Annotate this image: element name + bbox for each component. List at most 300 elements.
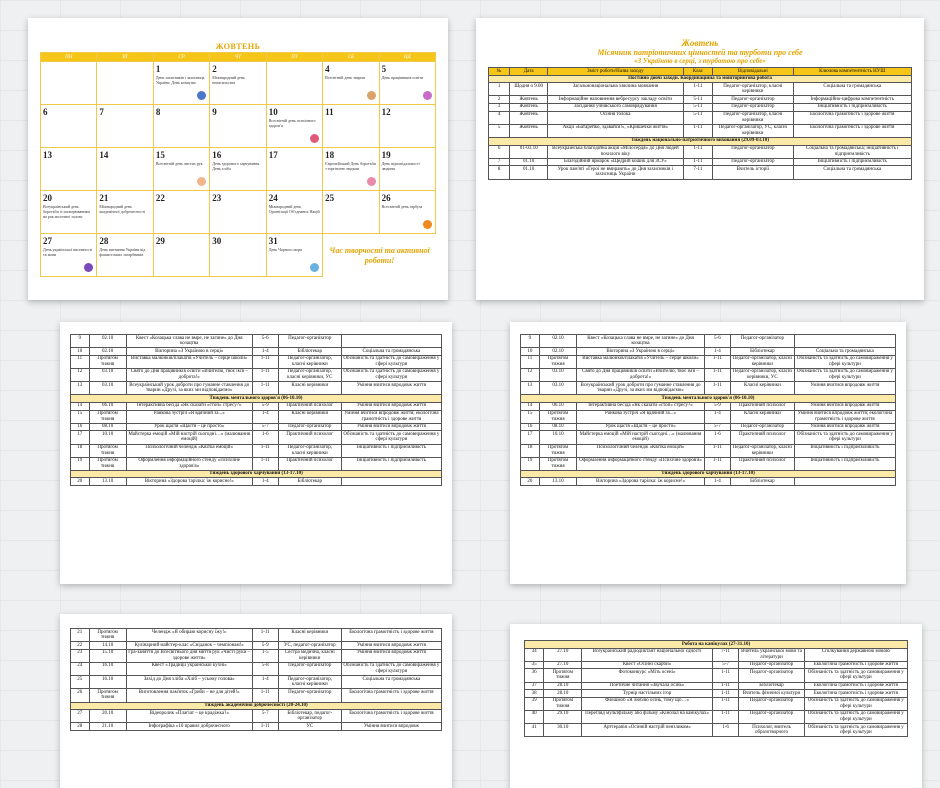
column-header: Відповідальні xyxy=(713,68,793,76)
day-number: 29 xyxy=(155,236,165,246)
calendar-day-cell xyxy=(267,191,323,234)
day-number: 21 xyxy=(99,193,109,203)
row-grade: 1-11 xyxy=(683,83,713,96)
calendar-day-cell xyxy=(267,62,323,105)
calendar-grid xyxy=(40,52,436,277)
row-date: 15.10 xyxy=(89,649,126,662)
row-date: 03.10 xyxy=(89,368,126,381)
row-grade: 1-4 xyxy=(704,410,730,423)
row-activity: Всеукраїнський урок доброти про гуманне ставлення до тварин «Друзі, за яких ми відповідаємо» xyxy=(126,382,252,395)
section-heading-row xyxy=(71,470,442,478)
day-number: 30 xyxy=(212,236,222,246)
row-competence: Уміння вчитися впродовж життя xyxy=(341,423,441,431)
calendar-day-cell xyxy=(323,62,379,105)
row-date: Щодня о 9.00 xyxy=(510,83,548,96)
plan-table-header xyxy=(489,68,912,76)
day-event: День працівників освіти xyxy=(381,75,424,80)
row-number: 14 xyxy=(521,402,540,410)
row-grade: 7-11 xyxy=(712,648,739,661)
table-row xyxy=(521,335,896,348)
row-responsible: Класні керівники xyxy=(731,410,795,423)
row-date: 03.10 xyxy=(539,368,577,381)
row-competence: Обізнаність та здатність до самовираження у сфері культури xyxy=(341,431,441,444)
row-activity: Майстерка емоцій «Мій настрій сьогодні…» (малювання емоцій) xyxy=(577,431,705,444)
row-number: 2 xyxy=(489,96,510,104)
row-grade: 5-8 xyxy=(252,662,278,675)
day-number: 1 xyxy=(155,64,161,74)
day-event: Всесвітній день гарбуза xyxy=(381,204,423,209)
row-grade: 1-4 xyxy=(704,478,730,486)
row-responsible: Педагог-організатор xyxy=(731,423,795,431)
section-heading-row xyxy=(525,641,908,649)
calendar-slogan: Час творчості та активної роботи! xyxy=(329,245,430,265)
calendar-day-cell xyxy=(380,148,436,191)
row-grade: 1-11 xyxy=(252,444,278,457)
plan-page-3 xyxy=(510,322,906,584)
row-activity: Свято до Дня працівників освіти «Вчителю, твоє ім'я – доброта!» xyxy=(577,368,705,381)
calendar-day-cell xyxy=(97,148,153,191)
calendar-day-cell xyxy=(154,62,210,105)
row-grade: 1-4 xyxy=(252,410,278,423)
day-event: Міжнародний день ненасильства xyxy=(212,75,245,85)
row-number: 16 xyxy=(521,423,540,431)
day-event: Європейський День боротьби з торгівлею людьми xyxy=(325,161,376,171)
row-number: 12 xyxy=(71,368,90,381)
calendar-day-cell xyxy=(154,105,210,148)
row-responsible: Педагог-організатор, класні керівники, УС xyxy=(278,368,341,381)
row-date: Протягом тижня xyxy=(89,355,126,368)
row-responsible: Педагог-організатор xyxy=(731,335,795,348)
row-date: 02.10 xyxy=(89,348,126,356)
section-heading-row xyxy=(521,470,896,478)
page2-table-body xyxy=(71,335,442,486)
row-grade: 5-7 xyxy=(712,661,739,669)
row-number: 19 xyxy=(71,457,90,470)
row-competence xyxy=(794,335,895,348)
row-competence: Уміння вчитися впродовж життя xyxy=(794,423,895,431)
row-activity: Вікторина «З Україною в серці» xyxy=(126,348,252,356)
row-activity: Ранкова зустріч «Я вдячний за...» xyxy=(126,410,252,423)
row-number: 5 xyxy=(489,124,510,137)
table-row xyxy=(71,382,442,395)
row-activity: Психологічний челендж «Квітка емоцій» xyxy=(126,444,252,457)
row-responsible: Практичний психолог xyxy=(731,457,795,470)
day-event: Всеукраїнський день боротьби із захворюванням на рак молочної залози xyxy=(43,204,90,219)
row-competence: Екологічна грамотність і здорове життя xyxy=(793,111,911,124)
row-activity: Загальнонаціональна хвилина мовчання xyxy=(548,83,683,96)
row-activity: Челендж «Я обираю корисну їжу!» xyxy=(126,629,252,642)
plan-page-2 xyxy=(60,322,452,584)
table-row xyxy=(525,669,908,682)
row-grade: 1-11 xyxy=(712,697,739,710)
day-number: 16 xyxy=(212,150,222,160)
row-number: 40 xyxy=(525,710,544,723)
calendar-day-cell xyxy=(323,105,379,148)
event-illustration-icon xyxy=(197,177,206,186)
row-activity: Інформаційне наповнення вебресурсу закладу освіти xyxy=(548,96,683,104)
calendar-day-cell xyxy=(380,191,436,234)
row-responsible: Педагог-організатор xyxy=(278,335,341,348)
row-competence: Ініціативність і підприємливість xyxy=(794,444,895,457)
row-number: 13 xyxy=(71,382,90,395)
row-date: 28.10 xyxy=(544,690,582,698)
row-responsible: Бібліотекар xyxy=(731,478,795,486)
day-number: 2 xyxy=(212,64,217,74)
row-number: 9 xyxy=(521,335,540,348)
row-activity: Квест «Козацька слава не вмре, не загине» до Дня козацтва xyxy=(126,335,252,348)
calendar-day-cell xyxy=(154,148,210,191)
row-competence: Екологічна грамотність і здорове життя xyxy=(804,661,907,669)
row-responsible: Бібліотекар xyxy=(731,348,795,356)
column-header: Клас xyxy=(683,68,713,76)
row-activity: Арттерапія «Осінній настрій пензликом» xyxy=(582,724,712,737)
row-grade: 1-11 xyxy=(712,710,739,723)
table-row xyxy=(71,689,442,702)
calendar-sheet xyxy=(28,18,448,300)
calendar-day-cell xyxy=(323,148,379,191)
row-activity: Всеукраїнська благодійна акція «Мілосердя» до Дня людей похилого віку xyxy=(548,145,683,158)
row-competence: Обізнаність та здатність до самовираження у сфері культури xyxy=(794,368,895,381)
calendar-day-cell xyxy=(210,191,266,234)
row-date: 02.10 xyxy=(539,348,577,356)
row-number: 1 xyxy=(489,83,510,96)
row-activity: Вікторина «Здорова тарілка: їж корисне!» xyxy=(577,478,705,486)
row-grade: 1-11 xyxy=(704,457,730,470)
row-activity: Виставка малюнків/плакатів «Учитель – серце школи» xyxy=(126,355,252,368)
row-number: 19 xyxy=(521,457,540,470)
row-number: 17 xyxy=(71,431,90,444)
calendar-day-cell xyxy=(267,234,323,277)
table-row xyxy=(71,431,442,444)
row-number: 28 xyxy=(71,723,90,731)
row-number: 11 xyxy=(71,355,90,368)
day-event: День захисників і захисниць України, День козацтва xyxy=(155,75,205,85)
row-competence xyxy=(794,478,895,486)
day-number: 28 xyxy=(99,236,109,246)
row-date: Протягом тижня xyxy=(539,457,577,470)
row-activity: Урок пам'яті «Герої не вмирають» до Дня захисників і захисниць України xyxy=(548,166,683,179)
row-grade: 1-11 xyxy=(704,355,730,368)
row-number: 14 xyxy=(71,402,90,410)
row-number: 37 xyxy=(525,682,544,690)
weekday-header: НД xyxy=(380,53,436,62)
row-grade: 1-11 xyxy=(683,145,713,158)
row-competence: Уміння вчитися впродовж xyxy=(341,723,441,731)
row-competence: Ініціативність і підприємливість xyxy=(794,457,895,470)
calendar-day-cell xyxy=(41,191,97,234)
row-number: 8 xyxy=(489,166,510,179)
row-responsible: Педагог-організатор xyxy=(278,423,341,431)
row-date: Жовтень xyxy=(510,103,548,111)
row-activity: Перегляд мультфільму або фільму «Кінозал на канікулах» xyxy=(582,710,712,723)
table-row xyxy=(521,478,896,486)
row-activity: Поетичне читання «Звучала осінь» xyxy=(582,682,712,690)
row-activity: Психологічний челендж «Квітка емоцій» xyxy=(577,444,705,457)
row-number: 16 xyxy=(71,423,90,431)
day-number: 17 xyxy=(268,150,278,160)
row-activity: Оформлення інформаційного стенду «Психічне здоров'я» xyxy=(577,457,705,470)
row-date: 16.10 xyxy=(89,676,126,689)
row-competence: Обізнаність та здатність до самовираження у сфері культури xyxy=(341,662,441,675)
row-activity: Майстерка емоцій «Мій настрій сьогодні…» (малювання емоцій) xyxy=(126,431,252,444)
row-competence: Ініціативність і підприємливість xyxy=(341,444,441,457)
row-date: 10.10 xyxy=(89,431,126,444)
event-illustration-icon xyxy=(197,91,206,100)
table-row xyxy=(71,355,442,368)
day-number: 31 xyxy=(268,236,278,246)
row-competence: Екологічна грамотність і здорове життя xyxy=(341,710,441,723)
event-illustration-icon xyxy=(310,263,319,272)
row-date: 06.10 xyxy=(89,402,126,410)
row-number: 13 xyxy=(521,382,540,395)
day-event: Всесвітній день психічного здоров'я xyxy=(268,118,316,128)
row-grade: 5-7 xyxy=(252,423,278,431)
event-illustration-icon xyxy=(310,134,319,143)
row-grade: 1-4 xyxy=(252,478,278,486)
row-competence: Екологічна грамотність і здорове життя xyxy=(804,682,907,690)
row-grade: 5-11 xyxy=(683,111,713,124)
table-row xyxy=(521,423,896,431)
calendar-day-cell xyxy=(380,105,436,148)
table-row xyxy=(71,662,442,675)
row-activity: Засідання учнівського самоврядування xyxy=(548,103,683,111)
plan-sheet xyxy=(476,18,924,300)
table-row xyxy=(489,166,912,179)
row-responsible: Сестра медична, класні керівники xyxy=(278,649,341,662)
row-competence: Екологічна грамотність і здорове життя xyxy=(793,124,911,137)
row-number: 18 xyxy=(521,444,540,457)
row-competence: Обізнаність та здатність до самовираження у сфері культури xyxy=(794,355,895,368)
row-responsible: Педагог-організатор xyxy=(713,145,793,158)
table-row xyxy=(521,410,896,423)
row-date: Протягом тижня xyxy=(544,669,582,682)
row-activity: Вікторина «З Україною в серці» xyxy=(577,348,705,356)
row-date: Протягом тижня xyxy=(539,444,577,457)
day-number: 22 xyxy=(155,193,165,203)
weekday-header: ПН xyxy=(41,53,97,62)
day-number: 24 xyxy=(268,193,278,203)
row-responsible: Практичний психолог xyxy=(278,431,341,444)
row-date: 27.10 xyxy=(544,648,582,661)
day-event: Всесвітній день чистих рук xyxy=(155,161,203,166)
day-number: 27 xyxy=(43,236,52,246)
row-responsible: Педагог-організатор xyxy=(739,661,804,669)
section-heading-row xyxy=(71,702,442,710)
row-date: Жовтень xyxy=(510,96,548,104)
table-row xyxy=(521,348,896,356)
table-row xyxy=(71,368,442,381)
table-row xyxy=(71,410,442,423)
page2-table xyxy=(70,334,442,486)
table-row xyxy=(71,629,442,642)
row-activity: Ранкова зустріч «Я вдячний за...» xyxy=(577,410,705,423)
row-responsible: Педагог-організатор xyxy=(739,697,804,710)
section-heading-row xyxy=(521,395,896,403)
section-heading: Робота на канікулах (27-31.10) xyxy=(525,641,908,649)
row-competence: Уміння вчитися впродовж життя xyxy=(341,382,441,395)
table-row xyxy=(71,649,442,662)
row-date: Жовтень xyxy=(510,124,548,137)
event-illustration-icon xyxy=(423,220,432,229)
row-competence: Уміння вчитися впродовж життя; екологічна грамотність і здорове життя xyxy=(794,410,895,423)
day-number: 13 xyxy=(43,150,52,160)
row-date: Протягом тижня xyxy=(89,410,126,423)
table-row xyxy=(521,457,896,470)
row-responsible: Педагог-організатор xyxy=(713,103,793,111)
row-responsible: Педагог-організатор xyxy=(278,689,341,702)
calendar-day-cell xyxy=(41,105,97,148)
day-event: Міжнародний день Організації Об'єднаних Націй xyxy=(268,204,320,214)
row-number: 41 xyxy=(525,724,544,737)
weekday-header: ПТ xyxy=(267,53,323,62)
row-grade: 1-4 xyxy=(252,348,278,356)
row-number: 20 xyxy=(521,478,540,486)
page5-table xyxy=(524,640,908,737)
row-activity: Осіння толока xyxy=(548,111,683,124)
row-number: 10 xyxy=(521,348,540,356)
day-number: 25 xyxy=(325,193,335,203)
row-grade: 5-7 xyxy=(252,710,278,723)
section-heading: Тиждень ментального здоров'я (06-10.10) xyxy=(71,395,442,403)
table-row xyxy=(71,478,442,486)
row-competence: Обізнаність та здатність до самовираження у сфері культури xyxy=(794,431,895,444)
row-number: 22 xyxy=(71,642,90,650)
calendar-day-cell xyxy=(97,62,153,105)
row-date: Протягом тижня xyxy=(544,697,582,710)
day-number: 5 xyxy=(381,64,387,74)
row-competence xyxy=(341,335,441,348)
table-row xyxy=(525,682,908,690)
plan-table-body xyxy=(489,75,912,179)
table-row xyxy=(521,355,896,368)
row-activity: Вікторина «Здорова тарілка: їж корисне!» xyxy=(126,478,252,486)
row-activity: Інтерактивна бесіда «Як сказати «стоп» стресу?» xyxy=(126,402,252,410)
row-number: 15 xyxy=(521,410,540,423)
section-heading-row xyxy=(71,395,442,403)
row-responsible: Педагог-організатор, УС, класні керівники xyxy=(713,124,793,137)
row-date: 03.10 xyxy=(539,382,577,395)
calendar-day-cell xyxy=(41,148,97,191)
calendar-day-cell xyxy=(210,62,266,105)
row-grade: 1-11 xyxy=(683,158,713,166)
day-number: 8 xyxy=(155,107,161,117)
plan-page-5 xyxy=(510,624,922,788)
row-activity: Виготовлення пам'яток «Гриби – не для дітей!» xyxy=(126,689,252,702)
table-row xyxy=(71,457,442,470)
row-activity: Всеукраїнський урок доброти про гуманне ставлення до тварин «Друзі, за яких ми відповідаємо» xyxy=(577,382,705,395)
weekday-header: ВТ xyxy=(97,53,153,62)
page4-table-body xyxy=(71,629,442,731)
row-competence: Уміння вчитися впродовж життя xyxy=(341,402,441,410)
row-number: 24 xyxy=(71,662,90,675)
row-date: 01.10 xyxy=(510,166,548,179)
table-row xyxy=(525,697,908,710)
row-responsible: Практичний психолог xyxy=(731,431,795,444)
table-row xyxy=(489,111,912,124)
row-competence: Соціальна та громадянська xyxy=(794,348,895,356)
row-number: 38 xyxy=(525,690,544,698)
calendar-day-cell xyxy=(41,234,97,277)
plan-month: Жовтень xyxy=(681,38,719,48)
day-number: 11 xyxy=(325,107,334,117)
row-date: 30.10 xyxy=(544,724,582,737)
row-grade: 1-6 xyxy=(252,431,278,444)
day-number: 20 xyxy=(43,193,52,203)
plan-table xyxy=(488,67,912,180)
row-competence: Соціальна та громадянська xyxy=(793,83,911,96)
row-responsible: Вчитель фізичної культури xyxy=(739,690,804,698)
page4-table xyxy=(70,628,442,731)
row-responsible: Бібліотекар xyxy=(278,478,341,486)
row-competence: Ініціативність і підприємливість xyxy=(793,103,911,111)
row-responsible: Бібліотекар xyxy=(739,682,804,690)
row-activity: Гра-заняття до Всесвітнього дня миття рук «Чисті руки – здорове життя» xyxy=(126,649,252,662)
row-competence: Ініціативність і підприємливість xyxy=(793,158,911,166)
row-grade: 1-11 xyxy=(712,682,739,690)
calendar-day-cell xyxy=(323,191,379,234)
day-event: День здорового харчування. День хліба xyxy=(212,161,261,171)
row-activity: Квест «Традиції української кухні» xyxy=(126,662,252,675)
plan-page-4 xyxy=(60,614,452,788)
row-date: Протягом тижня xyxy=(89,444,126,457)
row-grade: 1-11 xyxy=(683,124,713,137)
day-number: 7 xyxy=(99,107,104,117)
row-activity: Урок щастя «Щастя – це просто» xyxy=(126,423,252,431)
row-number: 18 xyxy=(71,444,90,457)
row-competence: Обізнаність та здатність до самовираження у сфері культури xyxy=(341,355,441,368)
row-grade: 5-11 xyxy=(683,96,713,104)
calendar-day-cell xyxy=(97,234,153,277)
section-heading: Тиждень здорового харчування (13-17.10) xyxy=(521,470,896,478)
row-activity: Турнір настільних ігор xyxy=(582,690,712,698)
row-grade: 1-11 xyxy=(252,723,278,731)
row-grade: 7-11 xyxy=(683,166,713,179)
row-date: 02.10 xyxy=(539,335,577,348)
calendar-day-cell xyxy=(41,62,97,105)
event-illustration-icon xyxy=(367,91,376,100)
table-row xyxy=(71,676,442,689)
table-row xyxy=(521,382,896,395)
row-number: 23 xyxy=(71,649,90,662)
row-grade: 1-4 xyxy=(704,348,730,356)
table-row xyxy=(525,690,908,698)
row-grade: 1-11 xyxy=(704,444,730,457)
row-activity: Акції «Батарейко, здавайся!», «Кришечки життя» xyxy=(548,124,683,137)
row-number: 11 xyxy=(521,355,540,368)
calendar-day-cell xyxy=(154,191,210,234)
calendar-title: ЖОВТЕНЬ xyxy=(215,42,261,51)
event-illustration-icon xyxy=(423,91,432,100)
plan-title: Місячник патріотичних цінностей та турботи про себе xyxy=(597,48,803,57)
page3-table xyxy=(520,334,896,486)
row-grade: 5-9 xyxy=(252,402,278,410)
row-responsible: Педагог-організатор xyxy=(713,158,793,166)
day-number: 26 xyxy=(381,193,391,203)
row-grade: 5-11 xyxy=(683,103,713,111)
row-competence: Обізнаність та здатність до самовираження у сфері культури xyxy=(804,669,907,682)
row-responsible: Педагог-організатор, класні керівники xyxy=(713,83,793,96)
row-competence: Соціальна та громадянська xyxy=(341,676,441,689)
row-responsible: Педагог-організатор xyxy=(739,710,804,723)
calendar-day-cell xyxy=(97,191,153,234)
row-grade: 1-11 xyxy=(252,689,278,702)
calendar-day-cell xyxy=(267,148,323,191)
row-number: 9 xyxy=(71,335,90,348)
row-competence: Екологічна грамотність і здорове життя xyxy=(341,629,441,642)
day-number: 9 xyxy=(212,107,217,117)
page5-table-body xyxy=(525,641,908,737)
row-responsible: Класні керівники xyxy=(278,410,341,423)
